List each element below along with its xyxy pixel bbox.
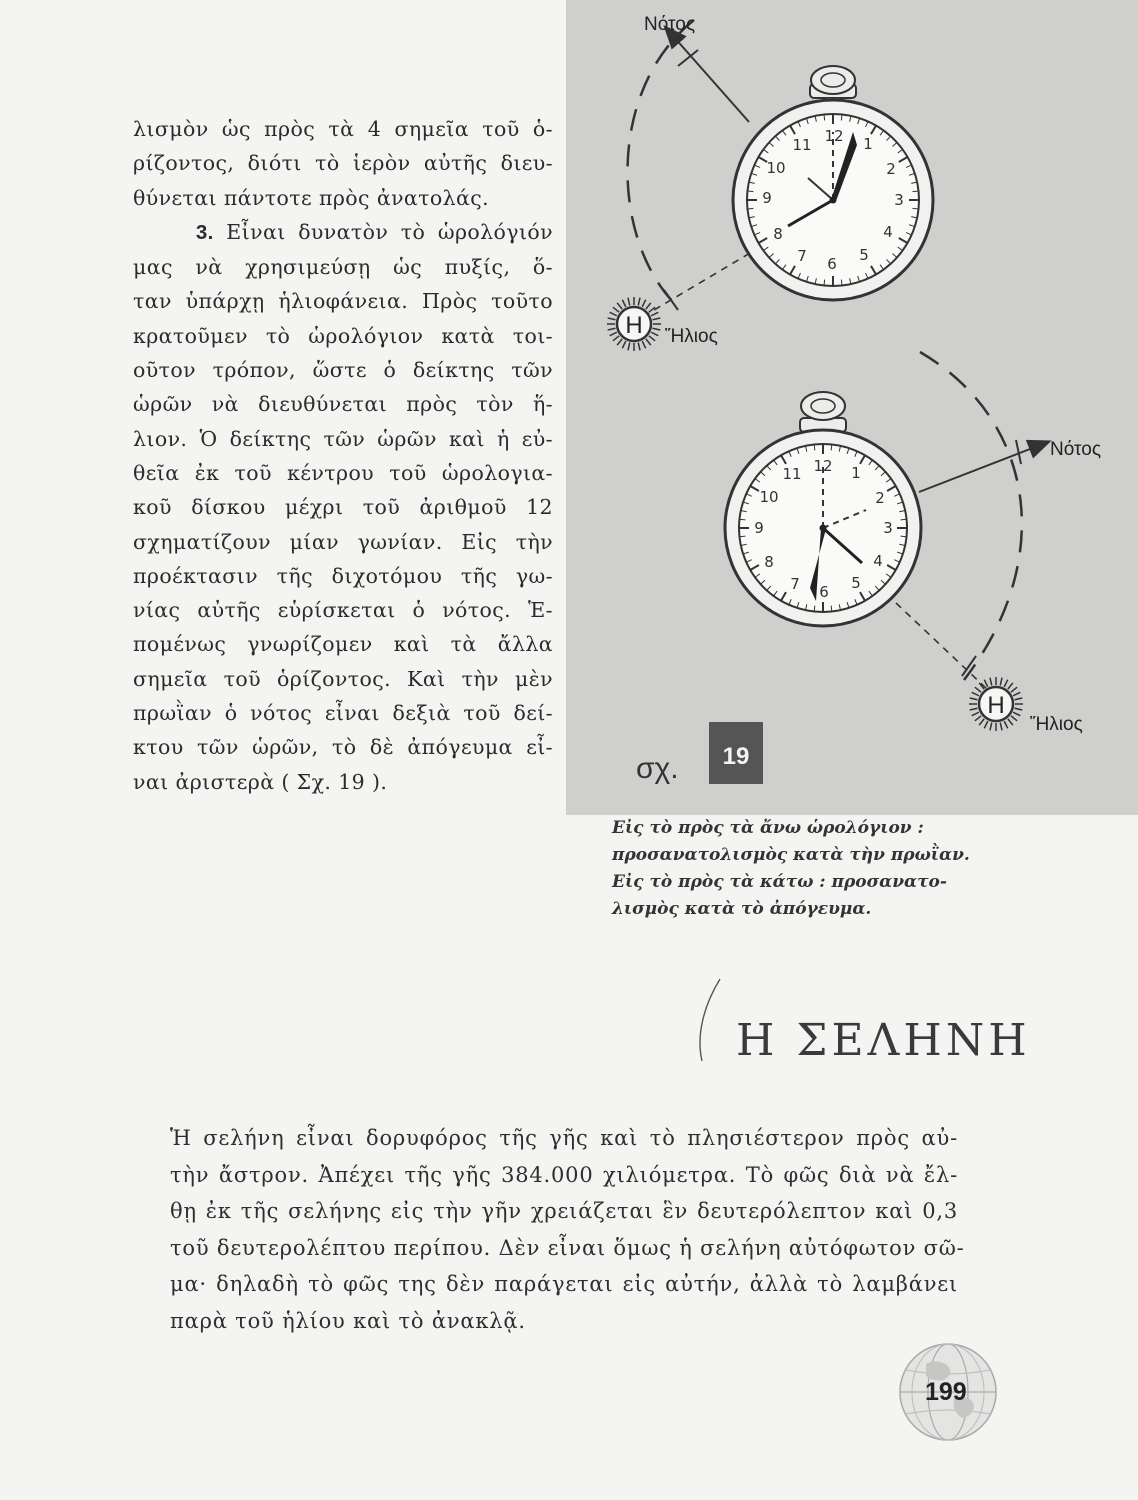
figure-19-illustration (566, 0, 1138, 815)
sun-ray (628, 298, 630, 306)
dial-number-10: 10 (766, 159, 786, 177)
text-line: θύνεται πάντοτε πρὸς ἀνατολάς. (133, 185, 490, 210)
sun-ray (646, 303, 651, 309)
figure-caption (612, 815, 972, 923)
sun-ray (1011, 687, 1017, 692)
sun-ray (984, 721, 987, 728)
sun-ray (642, 341, 645, 348)
dial-number-2: 2 (875, 489, 885, 507)
text-line: ρίζοντος, διότι τὸ ἱερὸν αὐτῆς διευ- (133, 151, 553, 176)
sun-ray (613, 307, 619, 312)
sun-ray (628, 343, 630, 351)
upper-dashed-arc (628, 20, 694, 305)
dial-tick (814, 444, 815, 450)
sun-ray (1008, 719, 1013, 725)
sun-ray (1000, 723, 1002, 731)
dial-tick (831, 444, 832, 450)
lower-south-arrow (919, 442, 1048, 492)
sun-ray (979, 719, 984, 725)
dial-number-4: 4 (873, 552, 883, 570)
sun-ray (972, 692, 979, 695)
sun-ray (649, 336, 655, 341)
sun-ray (972, 712, 979, 715)
lower-dashed-arc (920, 352, 1022, 680)
sun-ray (638, 298, 640, 306)
dial-tick (747, 191, 753, 192)
dial-tick (747, 208, 753, 209)
text-line: ταν ὑπάρχῃ ἡλιοφάνεια. Πρὸς τοῦτο (133, 289, 553, 314)
sun-ray (1013, 692, 1020, 695)
dial-number-12: 12 (824, 127, 844, 145)
sun-ray (653, 318, 661, 320)
upper-sun-letter: Η (625, 312, 643, 339)
dial-tick (824, 280, 825, 286)
sun-ray (990, 723, 992, 731)
text-line: τὴν ἄστρον. Ἀπέχει τῆς γῆς 384.000 χιλιόμετρα. Τὸ φῶς διὰ νὰ ἔλ- (170, 1162, 958, 1187)
sun-ray (622, 300, 625, 307)
text-line: πρωῒαν ὁ νότος εἶναι δεξιὰ τοῦ δεί- (133, 701, 553, 726)
lower-sun (969, 677, 1023, 731)
sun-ray (1015, 708, 1023, 710)
text-line: προέκτασιν τῆς διχοτόμου τῆς γω- (133, 563, 553, 588)
dial-tick (913, 208, 919, 209)
dial-number-7: 7 (790, 575, 800, 593)
text-line: σχηματίζουν μίαν γωνίαν. Εἰς τὴν (133, 529, 553, 554)
text-line: λισμὸν ὡς πρὸς τὰ 4 σημεῖα τοῦ ὁ- (133, 117, 553, 141)
caption-line: προσανατολισμὸς κατὰ τὴν πρωῒαν. (612, 845, 970, 865)
dial-number-1: 1 (863, 135, 873, 153)
section-heading: Η ΣΕΛΗΝΗ (736, 1015, 1031, 1066)
body-text-column (133, 112, 553, 799)
caption-line: Εἰς τὸ πρὸς τὰ ἄνω ὡρολόγιον : (612, 818, 924, 838)
lower-south-label: Νότος (1050, 439, 1101, 460)
caption-line: λισμὸς κατὰ τὸ ἀπόγευμα. (612, 899, 872, 919)
text-line: Ἡ σελήνη εἶναι δορυφόρος τῆς γῆς καὶ τὸ πλησιέστερον πρὸς αὐ- (170, 1126, 958, 1150)
sun-ray (617, 339, 622, 345)
dial-tick (739, 519, 745, 520)
sun-ray (984, 680, 987, 687)
caption-line: Εἰς τὸ πρὸς τὰ κάτω : προσανατο- (612, 872, 947, 892)
sun-ray (970, 698, 978, 700)
sun-ray (642, 300, 645, 307)
figure-19-panel (566, 0, 1138, 815)
dial-number-12: 12 (813, 457, 833, 475)
text-line: πομένως γνωρίζομεν καὶ τὰ ἄλλα (133, 632, 553, 657)
text-line: θῃ ἐκ τῆς σελήνης εἰς τὴν γῆν χρειάζεται ἓν δευτερόλεπτον καὶ 0,3 (170, 1199, 958, 1224)
dial-tick (739, 536, 745, 537)
sun-ray (613, 336, 619, 341)
sun-ray (610, 312, 617, 315)
dial-tick (901, 519, 907, 520)
dial-number-8: 8 (773, 225, 783, 243)
text-line: τοῦ δευτερολέπτου περίπου. Δὲν εἶναι ὅμως ἡ σελήνη αὐτόφωτον σῶ- (170, 1235, 965, 1260)
handwritten-bracket-mark (690, 975, 730, 1065)
dial-number-7: 7 (797, 247, 807, 265)
sun-ray (651, 332, 658, 335)
sun-ray (1015, 698, 1023, 700)
dial-number-3: 3 (894, 191, 904, 209)
section-heading-block (690, 975, 1031, 1069)
text-line: κρατοῦμεν τὸ ὡρολόγιον κατὰ τοι- (133, 323, 553, 348)
text-line: κτου τῶν ὡρῶν, τὸ δὲ ἀπόγευμα εἶ- (133, 735, 553, 760)
sun-ray (622, 341, 625, 348)
dial-number-5: 5 (851, 574, 861, 592)
sun-ray (608, 318, 616, 320)
sun-ray (646, 339, 651, 345)
dial-number-11: 11 (792, 136, 812, 154)
dial-number-11: 11 (782, 465, 802, 483)
sun-ray (1013, 712, 1020, 715)
upper-south-arrow (666, 28, 749, 122)
sun-ray (1011, 716, 1017, 721)
sun-ray (651, 312, 658, 315)
dial-tick (841, 280, 842, 286)
dial-number-1: 1 (851, 464, 861, 482)
paragraph-intro (133, 112, 553, 215)
dial-number-9: 9 (762, 189, 772, 207)
dial-tick (831, 606, 832, 612)
paragraph-section-3 (133, 215, 553, 799)
lower-sun-line (896, 603, 988, 690)
sun-ray (638, 343, 640, 351)
dial-number-8: 8 (764, 553, 774, 571)
dial-tick (824, 114, 825, 120)
dial-number-9: 9 (754, 519, 764, 537)
upper-south-label: Νότος (644, 14, 695, 35)
dial-number-3: 3 (883, 519, 893, 537)
lower-watch-group (725, 352, 1101, 735)
dial-number-6: 6 (827, 255, 837, 273)
figure-label: σχ. (636, 752, 679, 785)
sun-ray (608, 328, 616, 330)
dial-number-10: 10 (759, 488, 779, 506)
text-line: κοῦ δίσκου μέχρι τοῦ ἀριθμοῦ 12 (133, 495, 553, 520)
upper-sun (607, 297, 661, 351)
sun-ray (653, 328, 661, 330)
upper-sun-label: Ἥλιος (665, 326, 718, 347)
dial-number-2: 2 (886, 160, 896, 178)
dial-tick (814, 606, 815, 612)
dial-number-4: 4 (883, 223, 893, 241)
sun-ray (617, 303, 622, 309)
section-number: 3. (195, 220, 214, 244)
text-line: μα· δηλαδὴ τὸ φῶς της δὲν παράγεται εἰς αὐτήν, ἀλλὰ τὸ λαμβάνει (170, 1272, 958, 1297)
page-number-block (896, 1340, 1000, 1444)
sun-ray (990, 678, 992, 686)
dial-tick (913, 191, 919, 192)
text-line: μας νὰ χρησιμεύσῃ ὡς πυξίς, ὅ- (133, 255, 553, 280)
sun-ray (1008, 683, 1013, 689)
sun-ray (1004, 680, 1007, 687)
lower-sun-letter: Η (987, 692, 1005, 719)
text-line: ὡρῶν νὰ διευθύνεται πρὸς τὸν ἥ- (133, 392, 553, 417)
text-line: ναι ἀριστερὰ ( Σχ. 19 ). (133, 769, 388, 794)
text-line: σημεῖα τοῦ ὁρίζοντος. Καὶ τὴν μὲν (133, 666, 553, 691)
text-line: οῦτον τρόπον, ὥστε ὁ δείκτης τῶν (133, 358, 553, 383)
sun-ray (970, 708, 978, 710)
dial-number-5: 5 (859, 246, 869, 264)
dial-number-6: 6 (819, 583, 829, 601)
sun-ray (1004, 721, 1007, 728)
lower-sun-label: Ἥλιος (1030, 714, 1083, 735)
text-line: παρὰ τοῦ ἡλίου καὶ τὸ ἀνακλᾷ. (170, 1308, 526, 1333)
text-line: θεῖα ἐκ τοῦ κέντρου τοῦ ὡρολογια- (133, 460, 553, 485)
dial-tick (901, 536, 907, 537)
moon-paragraph (170, 1120, 965, 1340)
dial-tick (841, 114, 842, 120)
text-line: λιον. Ὁ δείκτης τῶν ὡρῶν καὶ ἡ εὐ- (133, 426, 553, 451)
figure-number: 19 (722, 743, 750, 770)
upper-watch-group (607, 14, 933, 351)
sun-ray (610, 332, 617, 335)
text-line: νίας αὐτῆς εὑρίσκεται ὁ νότος. Ἑ- (133, 598, 553, 623)
sun-ray (975, 716, 981, 721)
sun-ray (975, 687, 981, 692)
page-number: 199 (925, 1378, 967, 1406)
sun-ray (1000, 678, 1002, 686)
text-line: 3. Εἶναι δυνατὸν τὸ ὡρολόγιόν (195, 219, 553, 244)
